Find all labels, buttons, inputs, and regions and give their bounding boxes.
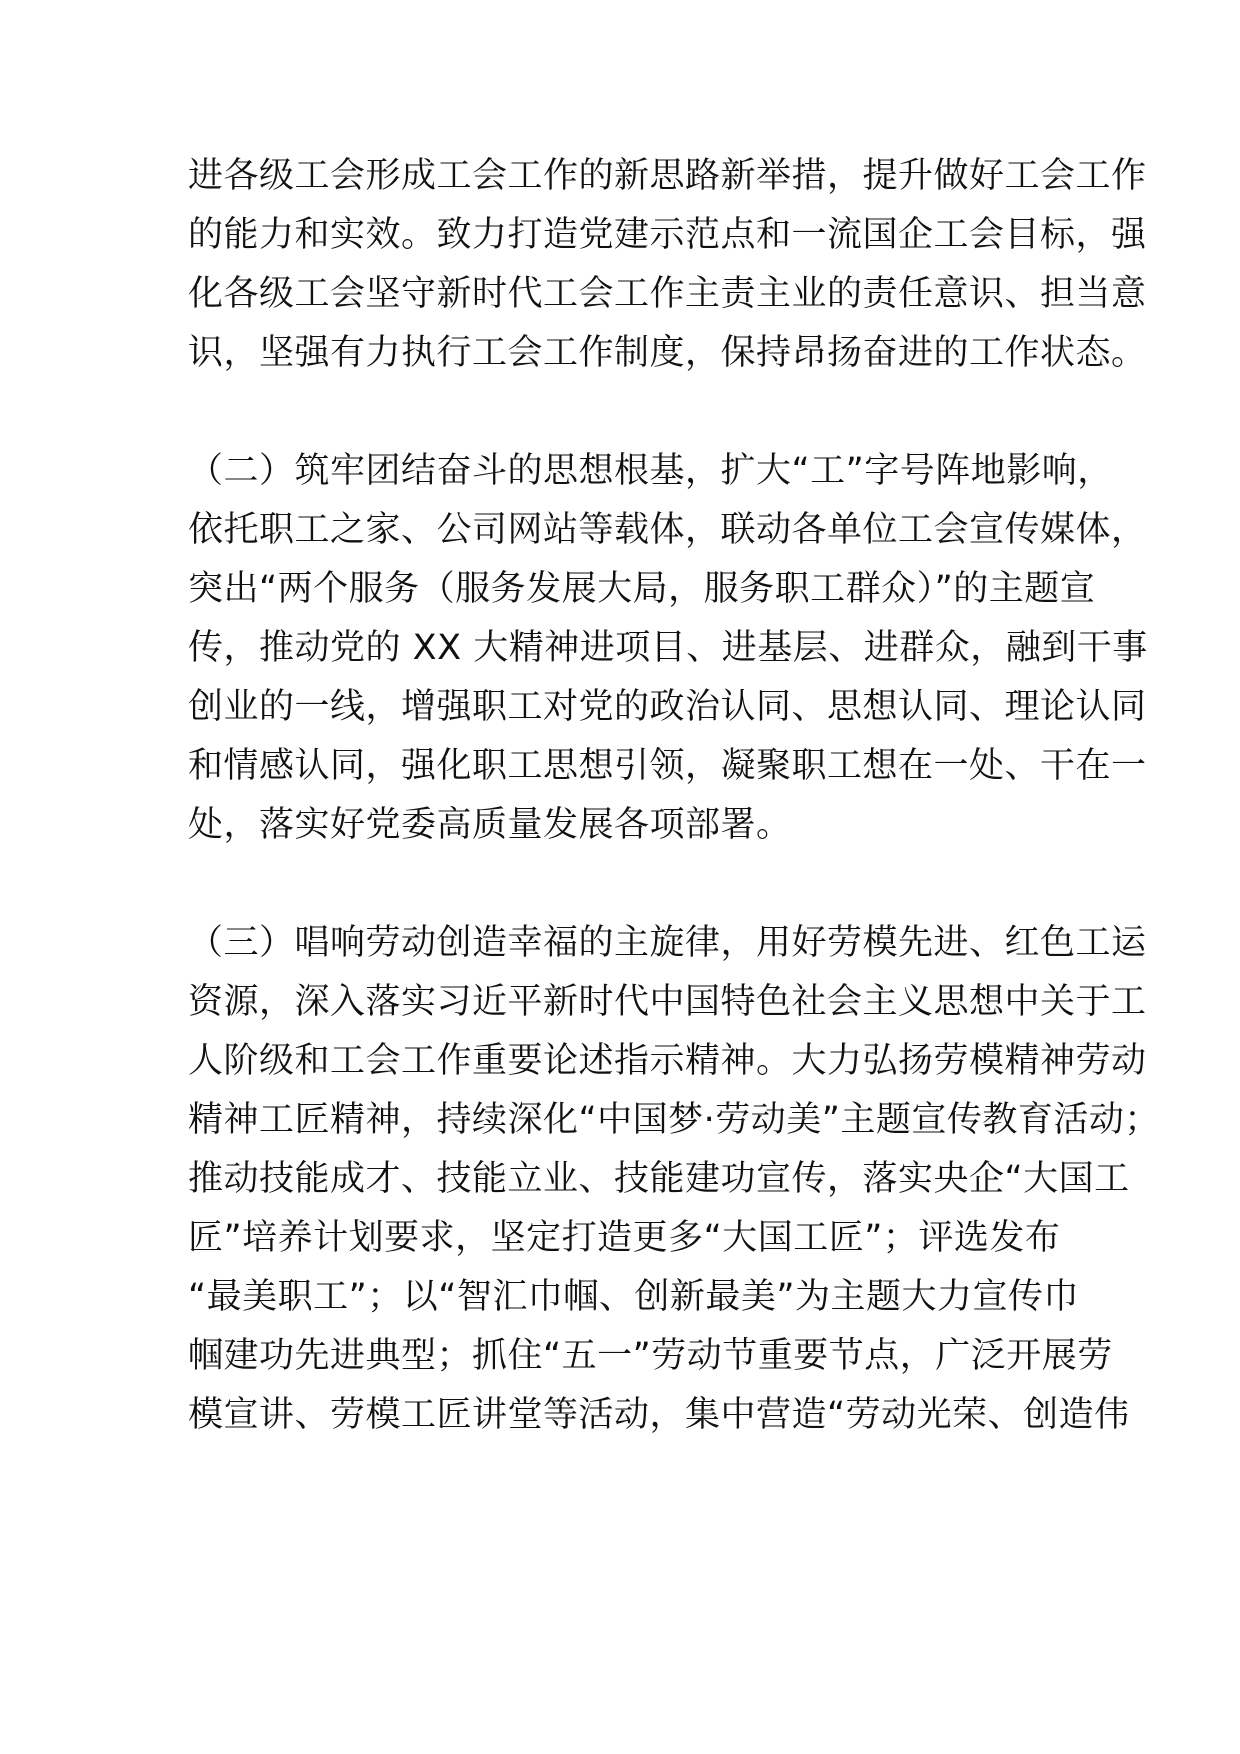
paragraph-3-line-3: 人阶级和工会工作重要论述指示精神。大力弘扬劳模精神劳动: [188, 1041, 1147, 1081]
paragraph-3-line-8: 帼建功先进典型；抓住“五一”劳动节重要节点，广泛开展劳: [188, 1336, 1113, 1376]
paragraph-3-line-2: 资源，深入落实习近平新时代中国特色社会主义思想中关于工: [188, 982, 1147, 1022]
paragraph-3-line-6: 匠”培养计划要求，坚定打造更多“大国工匠”；评选发布: [188, 1218, 1061, 1258]
paragraph-1-line-1: 进各级工会形成工会工作的新思路新举措，提升做好工会工作: [188, 156, 1147, 196]
paragraph-1-line-2: 的能力和实效。致力打造党建示范点和一流国企工会目标，强: [188, 215, 1147, 255]
paragraph-2-line-6: 和情感认同，强化职工思想引领，凝聚职工想在一处、干在一: [188, 746, 1147, 786]
paragraph-3-line-1: （三）唱响劳动创造幸福的主旋律，用好劳模先进、红色工运: [188, 923, 1147, 963]
paragraph-2-line-7: 处，落实好党委高质量发展各项部署。: [188, 805, 792, 845]
paragraph-3-line-9: 模宣讲、劳模工匠讲堂等活动，集中营造“劳动光荣、创造伟: [188, 1395, 1130, 1435]
paragraph-3-line-4: 精神工匠精神，持续深化“中国梦·劳动美”主题宣传教育活动；: [188, 1100, 1160, 1140]
paragraph-2-line-2: 依托职工之家、公司网站等载体，联动各单位工会宣传媒体，: [188, 510, 1147, 550]
paragraph-1-line-3: 化各级工会坚守新时代工会工作主责主业的责任意识、担当意: [188, 274, 1147, 314]
paragraph-2-line-5: 创业的一线，增强职工对党的政治认同、思想认同、理论认同: [188, 687, 1147, 727]
paragraph-3-line-5: 推动技能成才、技能立业、技能建功宣传，落实央企“大国工: [188, 1159, 1130, 1199]
paragraph-2-line-1: （二）筑牢团结奋斗的思想根基，扩大“工”字号阵地影响，: [188, 451, 1113, 491]
paragraph-3-line-7: “最美职工”；以“智汇巾帼、创新最美”为主题大力宣传巾: [188, 1277, 1080, 1317]
paragraph-2-line-4: 传，推动党的 XX 大精神进项目、进基层、进群众，融到干事: [188, 628, 1148, 668]
paragraph-1-line-4: 识，坚强有力执行工会工作制度，保持昂扬奋进的工作状态。: [188, 333, 1147, 373]
paragraph-2-line-3: 突出“两个服务（服务发展大局，服务职工群众）”的主题宣: [188, 569, 1096, 609]
